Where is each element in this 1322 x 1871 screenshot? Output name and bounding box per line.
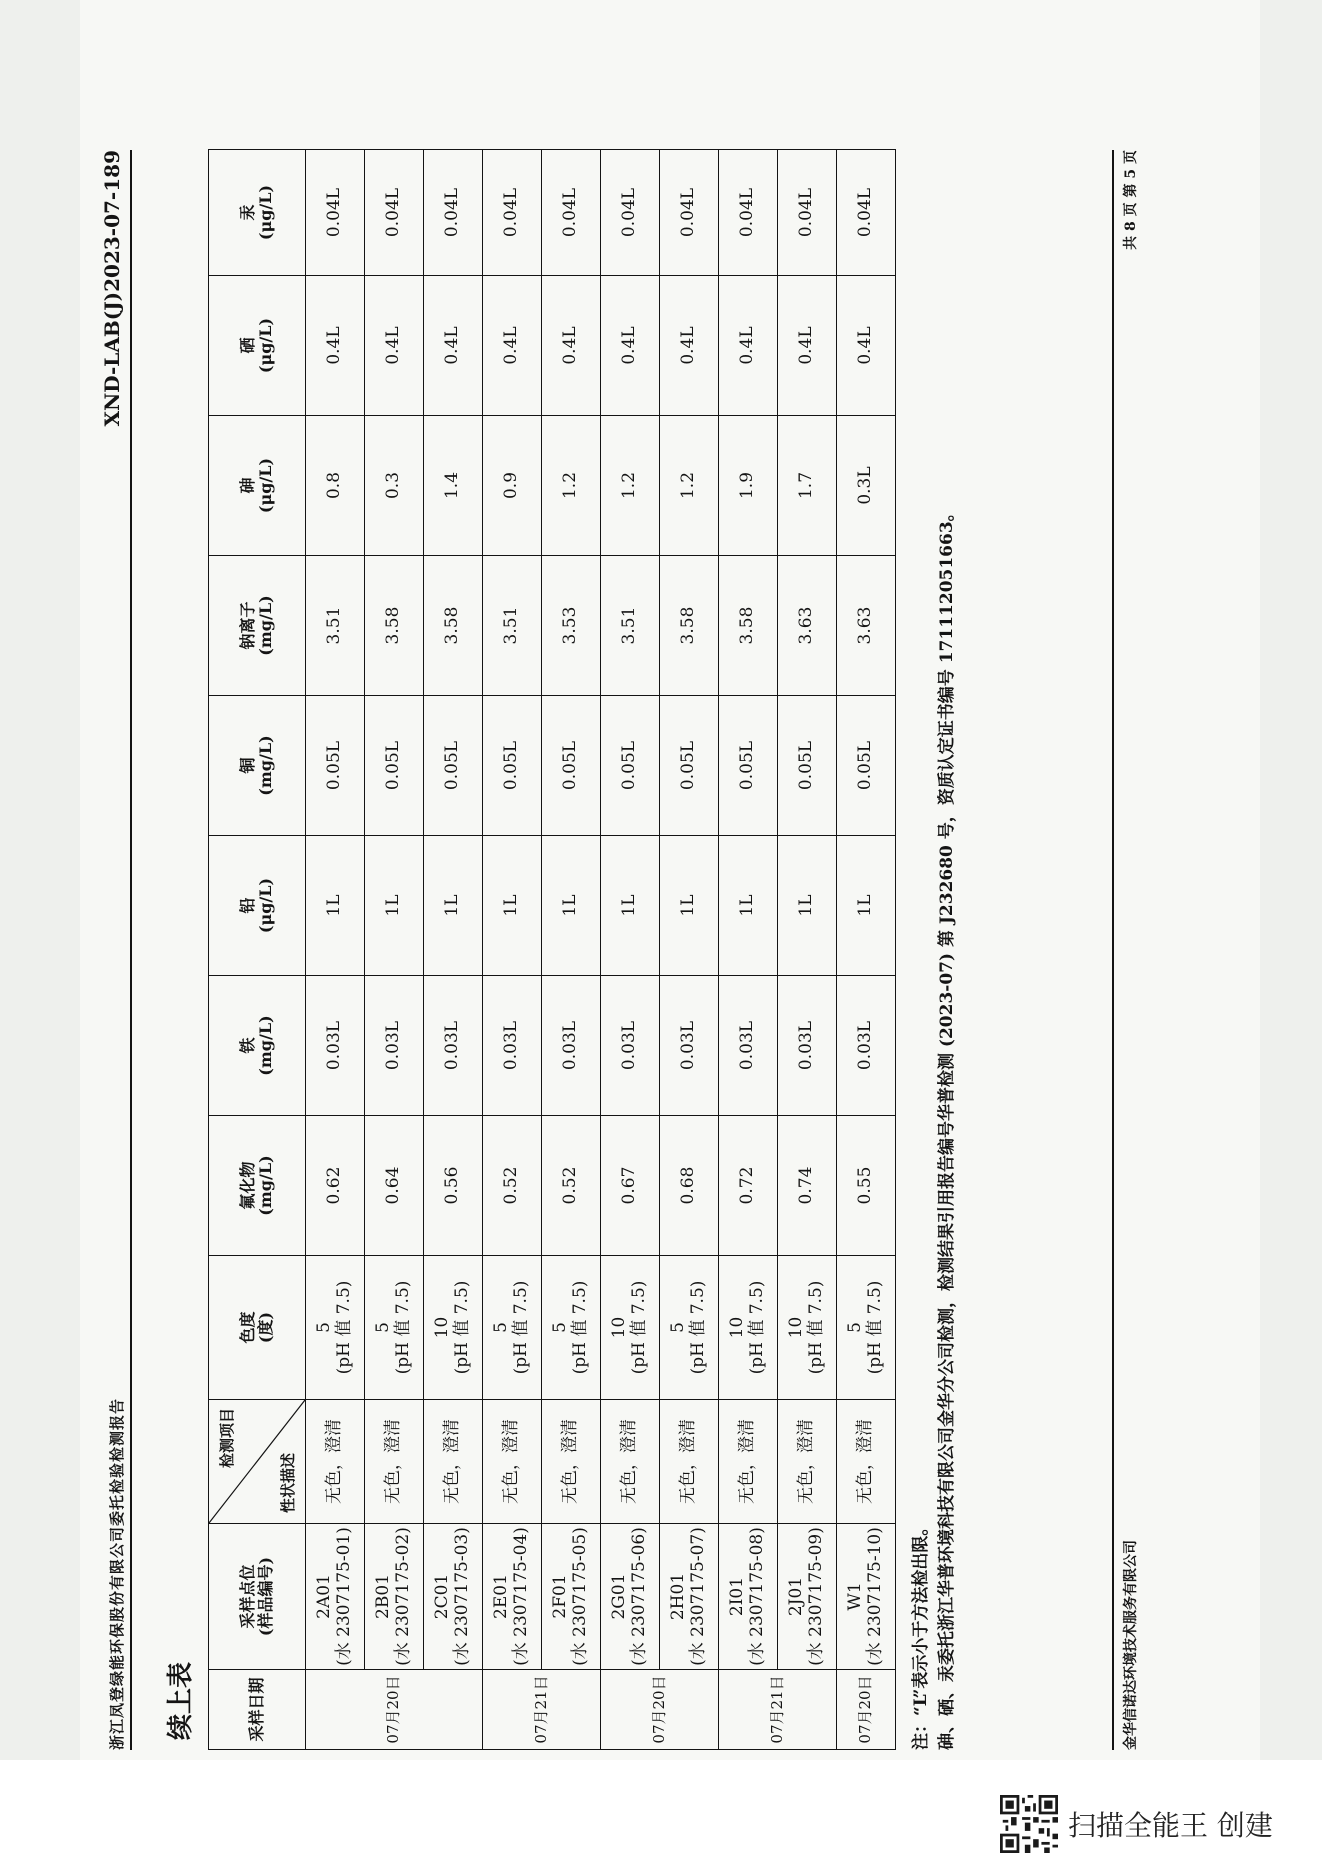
header-arsenic-label: 砷 [237,477,257,494]
color-ph: (pH 值 7.5) [865,1280,885,1375]
site-cell [306,1524,365,1670]
copper-cell: 0.05L [601,696,660,836]
appearance-cell: 无色，澄清 [483,1400,542,1524]
color-cell [837,1256,896,1400]
header-fluoride-unit: (mg/L) [256,1155,275,1216]
lead-cell: 1L [660,836,719,976]
color-cell [424,1256,483,1400]
mercury-cell: 0.04L [601,150,660,276]
header-mercury-unit: (μg/L) [256,184,275,241]
selenium-cell: 0.4L [601,276,660,416]
fluoride-cell: 0.74 [778,1116,837,1256]
site-code: 2F01 [550,1574,571,1619]
sodium-cell: 3.51 [483,556,542,696]
sodium-cell: 3.58 [660,556,719,696]
date-cell: 07月20日 [306,1670,483,1750]
color-ph: (pH 值 7.5) [511,1280,531,1375]
color-ph: (pH 值 7.5) [747,1280,767,1375]
color-value: 5 [668,1322,689,1333]
appearance-cell: 无色，澄清 [719,1400,778,1524]
report-id: XND-LAB(J)2023-07-189 [100,150,124,427]
arsenic-cell: 1.7 [778,416,837,556]
fluoride-cell: 0.55 [837,1116,896,1256]
mercury-cell: 0.04L [778,150,837,276]
table-row [542,150,601,1750]
header-date: 采样日期 [209,1670,306,1750]
page-number: 共 8 页 第 5 页 [1123,150,1139,250]
header-mercury-label: 汞 [237,204,257,221]
site-cell [365,1524,424,1670]
iron-cell: 0.03L [601,976,660,1116]
color-value: 10 [786,1316,807,1339]
header-mercury [209,150,306,276]
mercury-cell: 0.04L [424,150,483,276]
color-cell [365,1256,424,1400]
selenium-cell: 0.4L [306,276,365,416]
date-cell: 07月21日 [483,1670,601,1750]
fluoride-cell: 0.72 [719,1116,778,1256]
lead-cell: 1L [424,836,483,976]
header-selenium-label: 硒 [237,337,257,354]
site-cell [778,1524,837,1670]
site-code: 2G01 [609,1573,630,1620]
mercury-cell: 0.04L [719,150,778,276]
color-value: 5 [845,1322,866,1333]
lead-cell: 1L [601,836,660,976]
mercury-cell: 0.04L [660,150,719,276]
report-header-company: 浙江凤登绿能环保股份有限公司委托检验检测报告 [108,1397,126,1750]
header-appearance: 性状描述 [278,1452,297,1513]
header-copper-unit: (mg/L) [256,735,275,796]
color-cell [601,1256,660,1400]
table-row [424,150,483,1750]
site-cell [601,1524,660,1670]
site-code: 2A01 [314,1574,335,1619]
header-iron-label: 铁 [237,1037,257,1054]
color-value: 5 [314,1322,335,1333]
mercury-cell: 0.04L [483,150,542,276]
header-arsenic [209,416,306,556]
header-lead-unit: (μg/L) [256,877,275,934]
iron-cell: 0.03L [424,976,483,1116]
site-code: 2E01 [491,1574,512,1619]
table-row [483,150,542,1750]
mercury-cell: 0.04L [306,150,365,276]
rotated-page [100,150,1180,1750]
header-lead-label: 铅 [237,897,257,914]
appearance-cell: 无色，澄清 [542,1400,601,1524]
table-row [837,150,896,1750]
arsenic-cell: 1.2 [542,416,601,556]
header-site [209,1524,306,1670]
header-fluoride [209,1116,306,1256]
lead-cell: 1L [778,836,837,976]
copper-cell: 0.05L [778,696,837,836]
copper-cell: 0.05L [660,696,719,836]
sample-number: (水 2307175-07) [688,1527,708,1666]
sodium-cell: 3.63 [778,556,837,696]
sample-number: (水 2307175-02) [393,1527,413,1666]
mercury-cell: 0.04L [542,150,601,276]
iron-cell: 0.03L [365,976,424,1116]
color-value: 5 [373,1322,394,1333]
header-color-label: 色度 [237,1311,257,1344]
color-cell [542,1256,601,1400]
date-cell: 07月20日 [837,1670,896,1750]
header-test-item: 检测项目 [218,1408,236,1469]
header-sodium-unit: (mg/L) [256,595,275,656]
iron-cell: 0.03L [306,976,365,1116]
lead-cell: 1L [306,836,365,976]
iron-cell: 0.03L [778,976,837,1116]
iron-cell: 0.03L [483,976,542,1116]
color-value: 10 [727,1316,748,1339]
arsenic-cell: 1.2 [660,416,719,556]
mercury-cell: 0.04L [365,150,424,276]
site-cell [660,1524,719,1670]
arsenic-cell: 0.3 [365,416,424,556]
arsenic-cell: 0.9 [483,416,542,556]
results-table [208,149,896,1750]
table-row [365,150,424,1750]
color-cell [778,1256,837,1400]
scanner-label: 扫描全能王 创建 [1068,1809,1273,1842]
appearance-cell: 无色，澄清 [778,1400,837,1524]
appearance-cell: 无色，澄清 [424,1400,483,1524]
selenium-cell: 0.4L [365,276,424,416]
footer-company: 金华信诺达环境技术服务有限公司 [1123,1540,1139,1750]
fluoride-cell: 0.64 [365,1116,424,1256]
header-diagonal [209,1400,306,1524]
sodium-cell: 3.51 [306,556,365,696]
fluoride-cell: 0.67 [601,1116,660,1256]
header-iron [209,976,306,1116]
color-ph: (pH 值 7.5) [570,1280,590,1375]
color-ph: (pH 值 7.5) [806,1280,826,1375]
fluoride-cell: 0.62 [306,1116,365,1256]
sample-number: (水 2307175-10) [865,1527,885,1666]
header-selenium [209,276,306,416]
color-cell [306,1256,365,1400]
lead-cell: 1L [719,836,778,976]
color-value: 5 [550,1322,571,1333]
sodium-cell: 3.51 [601,556,660,696]
sodium-cell: 3.53 [542,556,601,696]
site-code: 2H01 [668,1572,689,1621]
appearance-cell: 无色，澄清 [660,1400,719,1524]
site-code: 2J01 [786,1576,807,1617]
table-row [719,150,778,1750]
sample-number: (水 2307175-04) [511,1527,531,1666]
mercury-cell: 0.04L [837,150,896,276]
fluoride-cell: 0.56 [424,1116,483,1256]
iron-cell: 0.03L [660,976,719,1116]
appearance-cell: 无色，澄清 [306,1400,365,1524]
lead-cell: 1L [483,836,542,976]
arsenic-cell: 1.4 [424,416,483,556]
note-subcontract: 砷、硒、汞委托浙江华普环境科技有限公司金华分公司检测，检测结果引用报告编号华普检测 (2023-07) 第 J232680 号，资质认定证书编号 171112051663。 [937,504,957,1750]
selenium-cell: 0.4L [660,276,719,416]
site-code: W1 [845,1582,866,1611]
sodium-cell: 3.58 [719,556,778,696]
table-header-row [209,150,306,1750]
color-ph: (pH 值 7.5) [334,1280,354,1375]
table-row [660,150,719,1750]
copper-cell: 0.05L [719,696,778,836]
iron-cell: 0.03L [719,976,778,1116]
fluoride-cell: 0.68 [660,1116,719,1256]
lead-cell: 1L [542,836,601,976]
site-code: 2I01 [727,1576,748,1617]
date-cell: 07月20日 [601,1670,719,1750]
selenium-cell: 0.4L [542,276,601,416]
header-fluoride-label: 氟化物 [237,1161,257,1210]
color-ph: (pH 值 7.5) [688,1280,708,1375]
fluoride-cell: 0.52 [542,1116,601,1256]
header-iron-unit: (mg/L) [256,1015,275,1076]
color-value: 10 [609,1316,630,1339]
arsenic-cell: 1.9 [719,416,778,556]
arsenic-cell: 0.8 [306,416,365,556]
color-cell [660,1256,719,1400]
table-row [601,150,660,1750]
note-detection-limit: 注：“L”表示小于方法检出限。 [911,1518,931,1750]
header-sodium [209,556,306,696]
sodium-cell: 3.58 [424,556,483,696]
continuation-title: 续上表 [166,1661,196,1740]
footer-rule [1112,150,1114,1750]
sodium-cell: 3.58 [365,556,424,696]
color-ph: (pH 值 7.5) [393,1280,413,1375]
sample-number: (水 2307175-05) [570,1527,590,1666]
sample-number: (水 2307175-01) [334,1527,354,1666]
header-color [209,1256,306,1400]
lead-cell: 1L [837,836,896,976]
header-sodium-label: 钠离子 [237,601,257,650]
arsenic-cell: 1.2 [601,416,660,556]
header-arsenic-unit: (μg/L) [256,457,275,514]
color-cell [719,1256,778,1400]
site-cell [542,1524,601,1670]
appearance-cell: 无色，澄清 [837,1400,896,1524]
site-code: 2C01 [432,1573,453,1620]
table-row [306,150,365,1750]
color-value: 10 [432,1316,453,1339]
selenium-cell: 0.4L [837,276,896,416]
color-cell [483,1256,542,1400]
header-site-sub: (样品编号) [256,1556,275,1637]
iron-cell: 0.03L [542,976,601,1116]
header-lead [209,836,306,976]
sodium-cell: 3.63 [837,556,896,696]
copper-cell: 0.05L [306,696,365,836]
header-rule [130,150,132,1750]
copper-cell: 0.05L [542,696,601,836]
scanner-watermark [1000,1795,1273,1853]
copper-cell: 0.05L [365,696,424,836]
selenium-cell: 0.4L [483,276,542,416]
date-cell: 07月21日 [719,1670,837,1750]
arsenic-cell: 0.3L [837,416,896,556]
site-cell [837,1524,896,1670]
site-cell [424,1524,483,1670]
report-page [100,150,1180,1750]
appearance-cell: 无色，澄清 [601,1400,660,1524]
copper-cell: 0.05L [483,696,542,836]
header-color-unit: (度) [256,1311,275,1344]
sample-number: (水 2307175-06) [629,1527,649,1666]
header-copper-label: 铜 [237,757,257,774]
selenium-cell: 0.4L [424,276,483,416]
site-cell [483,1524,542,1670]
color-value: 5 [491,1322,512,1333]
sample-number: (水 2307175-03) [452,1527,472,1666]
table-row [778,150,837,1750]
site-cell [719,1524,778,1670]
appearance-cell: 无色，澄清 [365,1400,424,1524]
copper-cell: 0.05L [424,696,483,836]
qr-code-icon [1000,1795,1058,1853]
color-ph: (pH 值 7.5) [452,1280,472,1375]
header-selenium-unit: (μg/L) [256,317,275,374]
color-ph: (pH 值 7.5) [629,1280,649,1375]
lead-cell: 1L [365,836,424,976]
selenium-cell: 0.4L [778,276,837,416]
selenium-cell: 0.4L [719,276,778,416]
copper-cell: 0.05L [837,696,896,836]
sample-number: (水 2307175-08) [747,1527,767,1666]
header-copper [209,696,306,836]
fluoride-cell: 0.52 [483,1116,542,1256]
sample-number: (水 2307175-09) [806,1527,826,1666]
iron-cell: 0.03L [837,976,896,1116]
site-code: 2B01 [373,1574,394,1619]
header-site-label: 采样点位 [237,1564,257,1629]
